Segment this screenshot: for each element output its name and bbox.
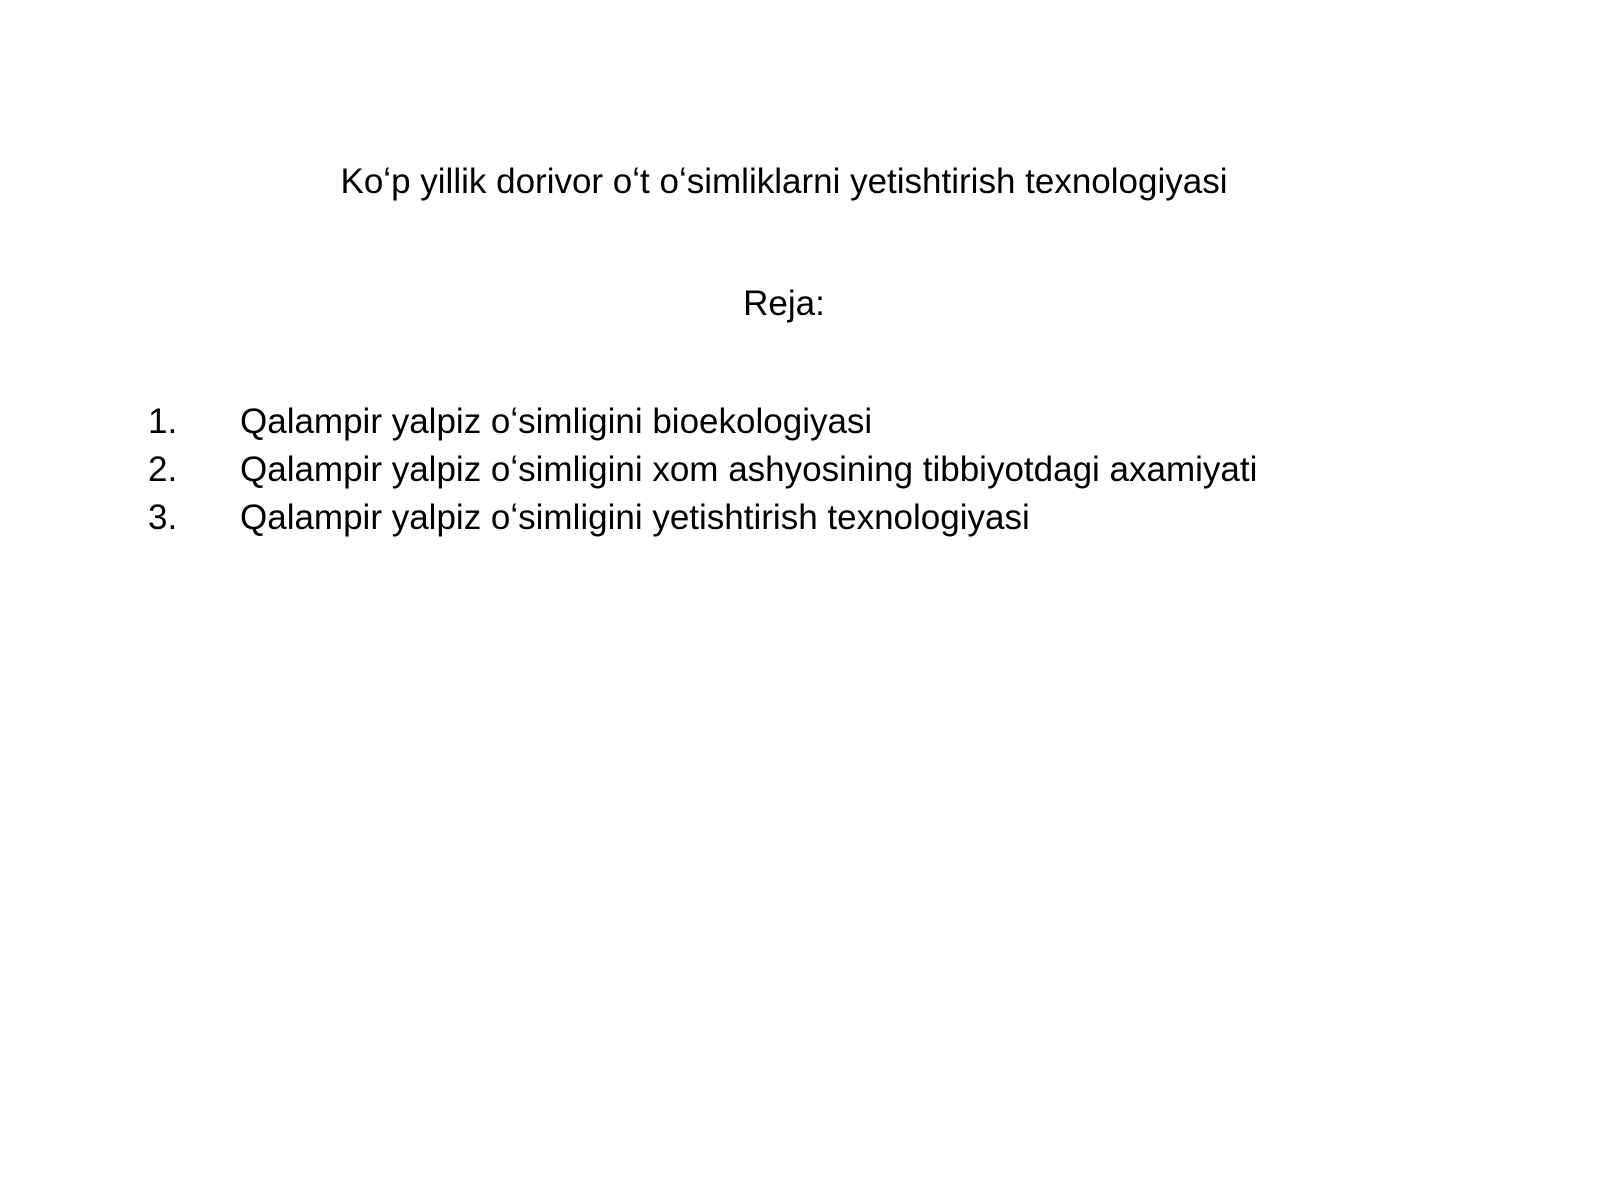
plan-item	[148, 494, 1257, 542]
plan-item-number: 2.	[148, 450, 178, 489]
plan-item-text: Qalampir yalpiz oʻsimligini yetishtirish texnologiyasi	[240, 498, 1030, 537]
plan-item	[148, 446, 1257, 494]
plan-item-number: 3.	[148, 498, 178, 537]
plan-item-text: Qalampir yalpiz oʻsimligini bioekologiyasi	[240, 402, 873, 441]
plan-list	[148, 398, 1257, 542]
plan-item-text: Qalampir yalpiz oʻsimligini xom ashyosining tibbiyotdagi axamiyati	[240, 450, 1258, 489]
slide-title: Koʻp yillik dorivor oʻt oʻsimliklarni yetishtirish texnologiyasi	[340, 162, 1228, 201]
plan-heading: Reja:	[743, 284, 825, 323]
plan-item	[148, 398, 1257, 446]
plan-item-number: 1.	[148, 402, 178, 441]
